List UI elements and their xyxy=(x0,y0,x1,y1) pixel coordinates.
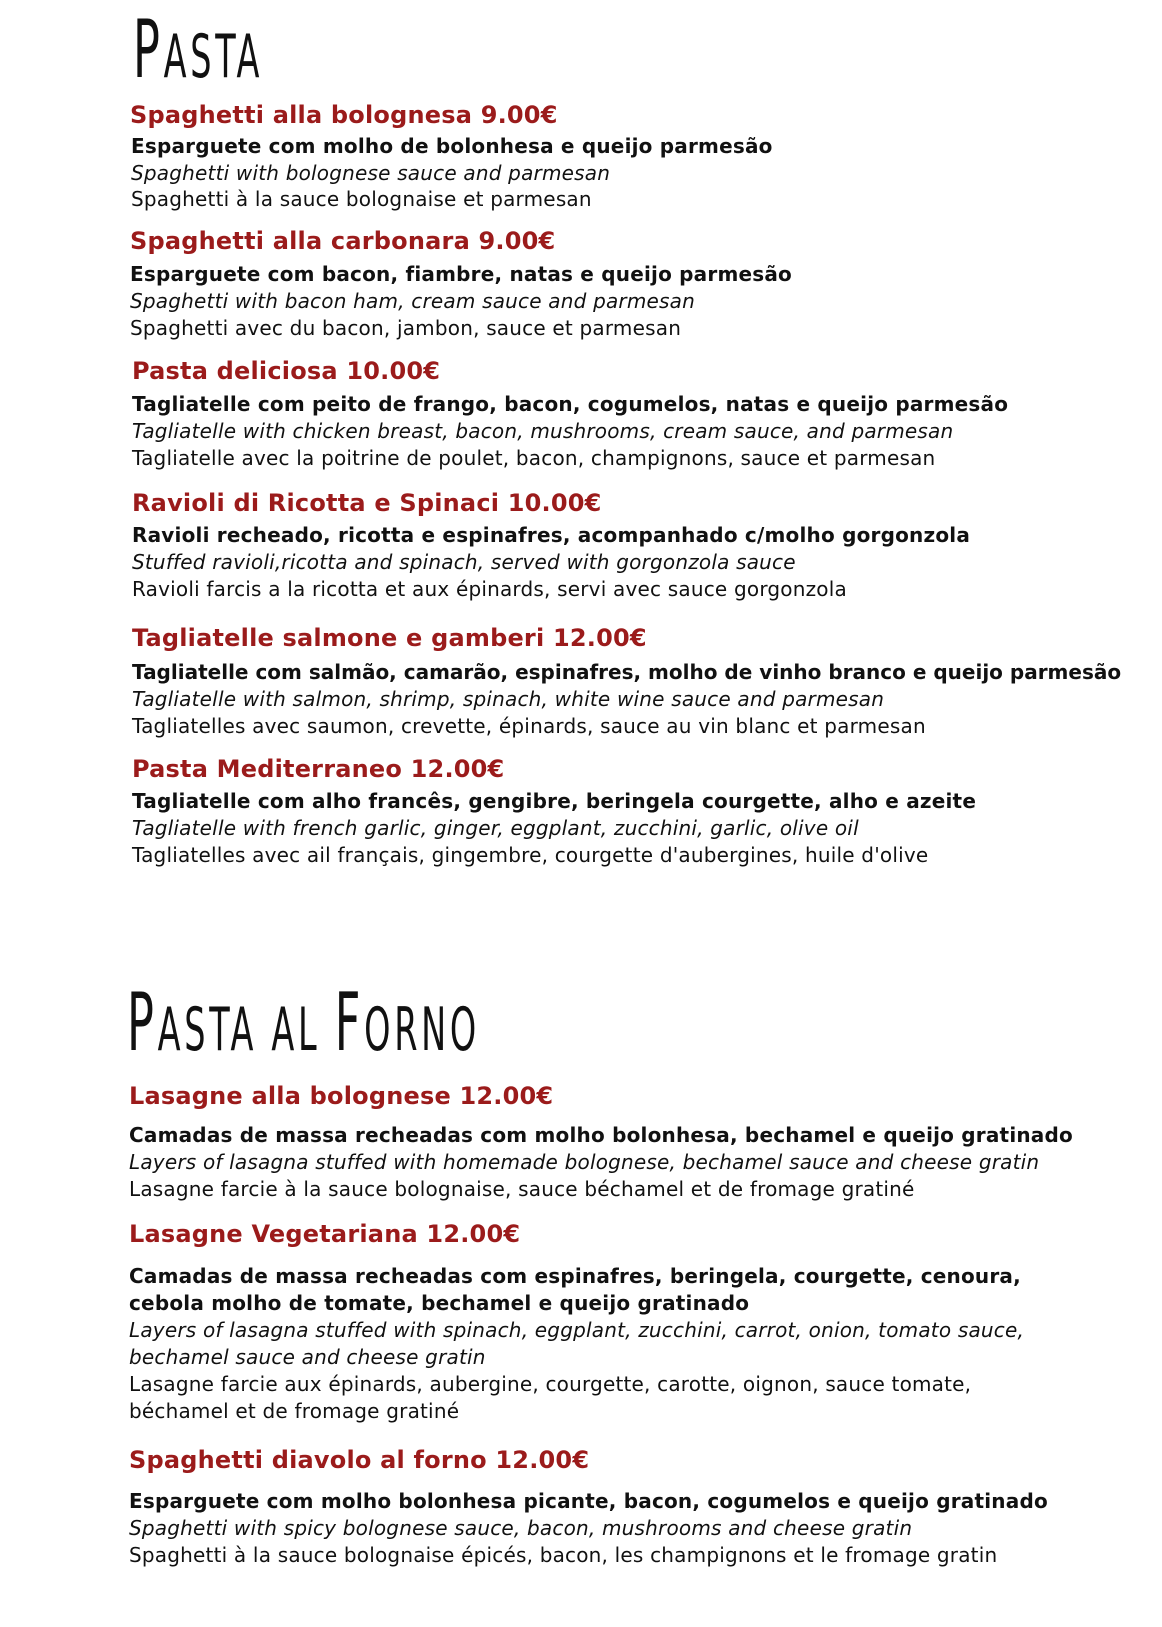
item-description-fr: Spaghetti à la sauce bolognaise et parmesan xyxy=(131,187,592,211)
item-name: Spaghetti alla bolognesa 9.00€ xyxy=(130,101,558,129)
section-title-rest: ASTA AL xyxy=(157,995,335,1065)
item-description-fr: Spaghetti à la sauce bolognaise épicés, bacon, les champignons et le fromage gratin xyxy=(129,1543,998,1567)
item-description-en: Spaghetti with bacon ham, cream sauce and parmesan xyxy=(130,289,695,313)
item-description-pt: Tagliatelle com alho francês, gengibre, beringela courgette, alho e azeite xyxy=(132,789,977,813)
item-description-fr: Lasagne farcie à la sauce bolognaise, sauce béchamel et de fromage gratiné xyxy=(129,1177,915,1201)
item-description-fr: Tagliatelles avec ail français, gingembre, courgette d'aubergines, huile d'olive xyxy=(132,843,929,867)
item-description-en: Stuffed ravioli,ricotta and spinach, served with gorgonzola sauce xyxy=(132,550,796,574)
item-description-pt: Tagliatelle com peito de frango, bacon, cogumelos, natas e queijo parmesão xyxy=(132,392,1009,416)
section-title xyxy=(133,3,264,96)
item-description-pt: Camadas de massa recheadas com espinafres, beringela, courgette, cenoura, cebola molho de tomate, bechamel e queijo gratinado xyxy=(129,1264,1021,1315)
item-description-fr: Tagliatelles avec saumon, crevette, épinards, sauce au vin blanc et parmesan xyxy=(132,714,926,738)
item-description-fr: Spaghetti avec du bacon, jambon, sauce et parmesan xyxy=(130,316,682,340)
item-name: Spaghetti diavolo al forno 12.00€ xyxy=(129,1446,590,1474)
section-title xyxy=(127,976,480,1069)
item-description-pt: Esparguete com molho de bolonhesa e queijo parmesão xyxy=(131,134,773,158)
item-description-en: Spaghetti with bolognese sauce and parmesan xyxy=(131,161,611,185)
section-title-initial-2: F xyxy=(334,976,365,1069)
item-description-pt: Esparguete com molho bolonhesa picante, bacon, cogumelos e queijo gratinado xyxy=(129,1489,1048,1513)
item-name: Pasta Mediterraneo 12.00€ xyxy=(132,755,505,783)
item-description-fr: Ravioli farcis a la ricotta et aux épinards, servi avec sauce gorgonzola xyxy=(132,577,847,601)
item-description-fr: Lasagne farcie aux épinards, aubergine, courgette, carotte, oignon, sauce tomate, béchamel et de fromage gratiné xyxy=(129,1372,972,1423)
item-name: Spaghetti alla carbonara 9.00€ xyxy=(130,227,556,255)
item-description-en: Tagliatelle with salmon, shrimp, spinach, white wine sauce and parmesan xyxy=(132,687,885,711)
item-description-en: Tagliatelle with french garlic, ginger, eggplant, zucchini, garlic, olive oil xyxy=(132,816,859,840)
item-description-en: Layers of lasagna stuffed with spinach, eggplant, zucchini, carrot, onion, tomato sauce, bechamel sauce and cheese gratin xyxy=(129,1318,1025,1369)
item-description-pt: Esparguete com bacon, fiambre, natas e queijo parmesão xyxy=(130,262,792,286)
item-description-en: Tagliatelle with chicken breast, bacon, mushrooms, cream sauce, and parmesan xyxy=(132,419,954,443)
section-title-initial: P xyxy=(127,976,158,1069)
item-description-en: Layers of lasagna stuffed with homemade bolognese, bechamel sauce and cheese gratin xyxy=(129,1150,1040,1174)
item-name: Lasagne Vegetariana 12.00€ xyxy=(129,1220,521,1248)
item-description-pt: Tagliatelle com salmão, camarão, espinafres, molho de vinho branco e queijo parmesão xyxy=(132,660,1122,684)
item-description-en: Spaghetti with spicy bolognese sauce, bacon, mushrooms and cheese gratin xyxy=(129,1516,913,1540)
section-title-initial: P xyxy=(133,3,164,96)
section-title-rest-2: ORNO xyxy=(364,995,480,1065)
item-description-pt: Camadas de massa recheadas com molho bolonhesa, bechamel e queijo gratinado xyxy=(129,1123,1073,1147)
item-description-fr: Tagliatelle avec la poitrine de poulet, bacon, champignons, sauce et parmesan xyxy=(132,446,936,470)
item-name: Tagliatelle salmone e gamberi 12.00€ xyxy=(132,624,647,652)
item-name: Pasta deliciosa 10.00€ xyxy=(132,357,441,385)
section-title-rest: ASTA xyxy=(163,22,264,92)
item-description-pt: Ravioli recheado, ricotta e espinafres, acompanhado c/molho gorgonzola xyxy=(132,523,971,547)
item-name: Ravioli di Ricotta e Spinaci 10.00€ xyxy=(132,489,602,517)
item-name: Lasagne alla bolognese 12.00€ xyxy=(129,1082,554,1110)
